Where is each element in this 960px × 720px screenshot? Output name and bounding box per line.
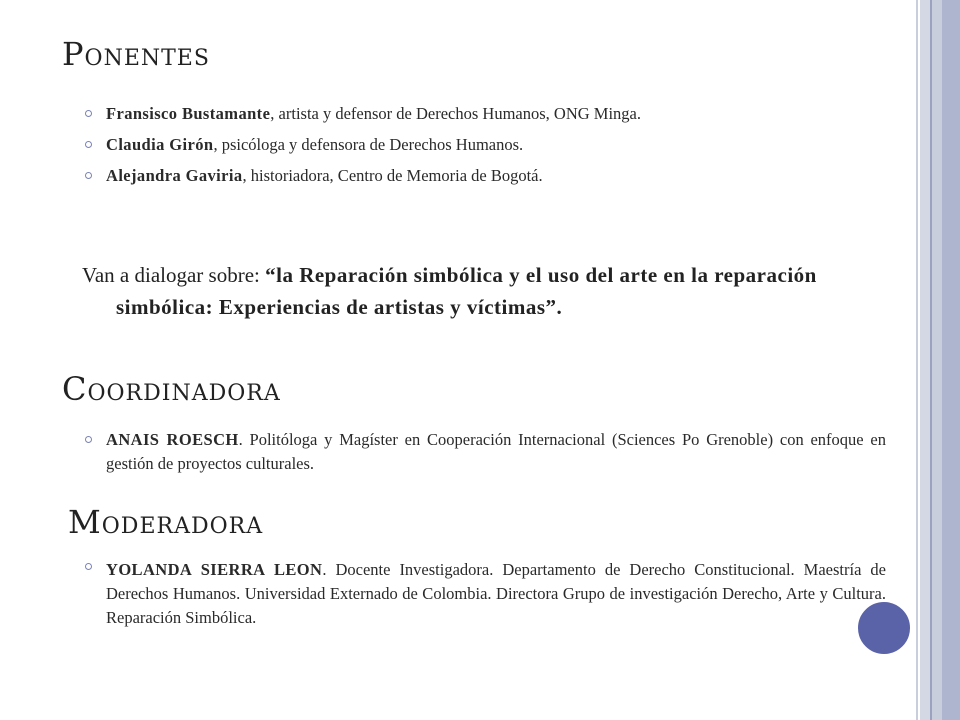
- coordinadora-list: [76, 428, 886, 476]
- bullet-icon: [85, 110, 92, 117]
- bullet-icon: [85, 563, 92, 570]
- speaker-name: Alejandra Gaviria: [106, 166, 243, 185]
- list-item: [76, 133, 886, 157]
- dialogue-topic: [82, 259, 916, 323]
- coordinator-description: . Politóloga y Magíster en Cooperación Internacional (Sciences Po Grenoble) con enfoque en gestión de proyectos culturales.: [106, 430, 886, 473]
- speaker-name: Fransisco Bustamante: [106, 104, 271, 123]
- bullet-icon: [85, 172, 92, 179]
- bullet-icon: [85, 436, 92, 443]
- list-item: [76, 102, 886, 126]
- ponentes-list: [76, 102, 886, 195]
- list-item: [76, 558, 886, 630]
- moderator-description: . Docente Investigadora. Departamento de Derecho Constitucional. Maestría de Derechos Humanos. Universidad Externado de Colombia. Directora Grupo de investigación Derecho, Arte y Cultura. Reparación Simbólica.: [106, 560, 886, 627]
- moderadora-list: [76, 558, 886, 630]
- decorative-stripe: [916, 0, 918, 720]
- speaker-description: , artista y defensor de Derechos Humanos, ONG Minga.: [270, 104, 641, 123]
- dialogue-topic-text: “la Reparación simbólica y el uso del arte en la reparación simbólica: Experiencias de artistas y víctimas”.: [116, 263, 817, 319]
- decorative-stripe: [942, 0, 960, 720]
- coordinator-name: ANAIS ROESCH: [106, 430, 239, 449]
- moderator-name: YOLANDA SIERRA LEON: [106, 560, 323, 579]
- list-item: [76, 164, 886, 188]
- section-title-coordinadora: Coordinadora: [62, 370, 281, 408]
- dialogue-intro: Van a dialogar sobre:: [82, 263, 266, 287]
- speaker-description: , psicóloga y defensora de Derechos Humanos.: [213, 135, 524, 154]
- list-item: [76, 428, 886, 476]
- speaker-description: , historiadora, Centro de Memoria de Bogotá.: [242, 166, 543, 185]
- decorative-stripe: [932, 0, 942, 720]
- section-title-ponentes: Ponentes: [62, 35, 210, 73]
- decorative-stripe: [920, 0, 930, 720]
- section-title-moderadora: Moderadora: [68, 503, 264, 541]
- speaker-name: Claudia Girón: [106, 135, 214, 154]
- bullet-icon: [85, 141, 92, 148]
